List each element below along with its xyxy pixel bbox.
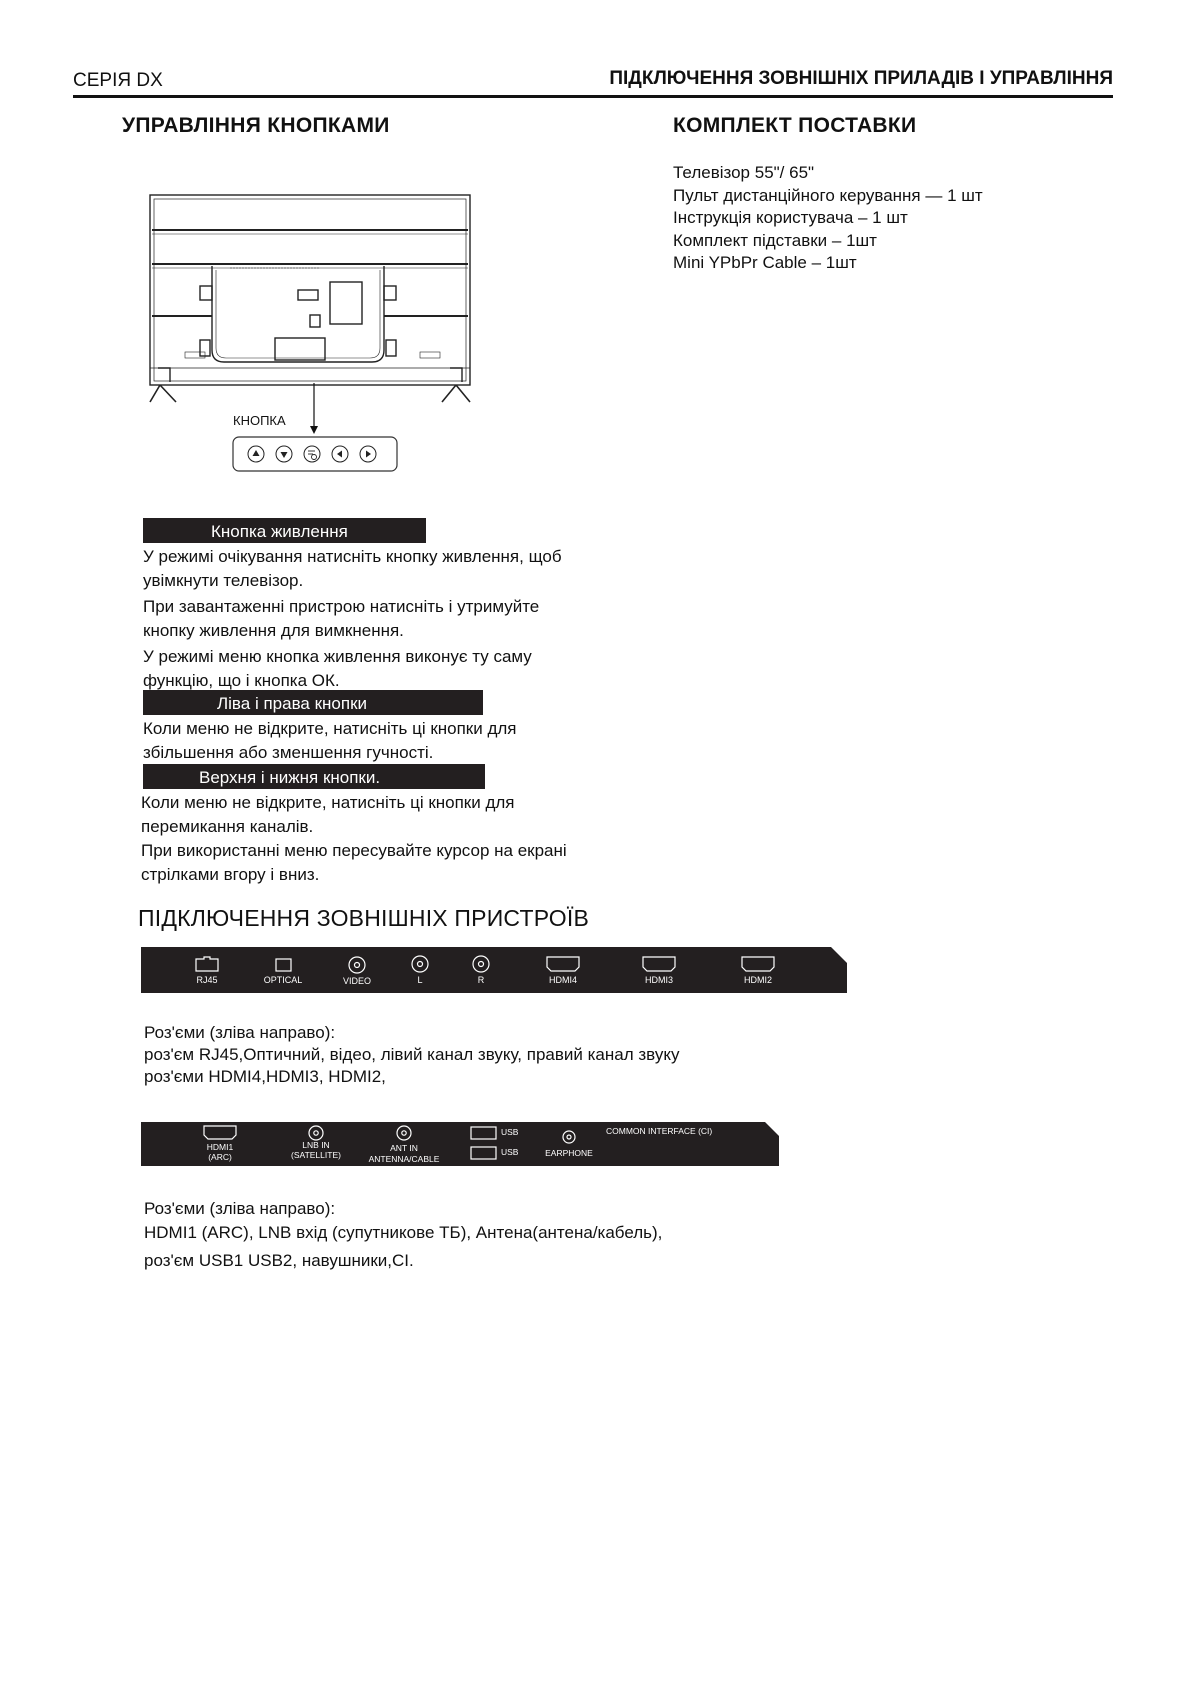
port-label: HDMI4 (548, 975, 578, 985)
left-right-heading (143, 690, 483, 715)
port-label: OPTICAL (263, 975, 303, 985)
button-panel (232, 436, 400, 474)
port-label: HDMI3 (644, 975, 674, 985)
power-heading-text: Кнопка живлення (211, 522, 348, 541)
power-button-heading (143, 518, 426, 543)
text-line: збільшення або зменшення гучності. (143, 743, 434, 762)
kit-item: Пульт дистанційного керування — 1 шт (673, 185, 983, 205)
port-label: ANT IN (390, 1143, 418, 1153)
panel2-description (144, 1198, 662, 1272)
port-panel-bottom (141, 1122, 779, 1166)
kit-item: Mini YPbPr Cable – 1шт (673, 253, 857, 272)
port-panel-side (141, 947, 847, 993)
port-label: RJ45 (196, 975, 218, 985)
text-line: роз'єм RJ45,Оптичний, відео, лівий канал звуку, правий канал звуку (144, 1045, 680, 1064)
button-label: КНОПКА (233, 413, 286, 428)
text-line: роз'єм USB1 USB2, навушники,CI. (144, 1251, 414, 1270)
left-right-heading-text: Ліва і права кнопки (217, 694, 368, 713)
text-line: функцію, що і кнопка ОК. (143, 671, 340, 690)
up-down-heading-text: Верхня і нижня кнопки. (199, 768, 381, 787)
port-label: VIDEO (342, 976, 372, 986)
port-label: R (477, 975, 485, 985)
kit-item: Комплект підставки – 1шт (673, 230, 877, 250)
text-line: Роз'єми (зліва направо): (144, 1199, 336, 1218)
buttons-section-title: УПРАВЛІННЯ КНОПКАМИ (122, 114, 390, 137)
text-line: HDMI1 (ARC), LNB вхід (супутникове ТБ), Антена(антена/кабель), (144, 1223, 663, 1242)
port-label: EARPHONE (545, 1148, 593, 1158)
port-label: USB (501, 1127, 519, 1137)
text-line: увімкнути телевізор. (143, 571, 304, 590)
port-label: L (417, 975, 423, 985)
text-line: Коли меню не відкрите, натисніть ці кнопки для (143, 719, 517, 738)
kit-item: Телевізор 55"/ 65" (673, 163, 815, 182)
text-line: Роз'єми (зліва направо): (144, 1023, 336, 1042)
text-line: Коли меню не відкрите, натисніть ці кнопки для (141, 793, 515, 812)
port-label: (SATELLITE) (291, 1150, 341, 1160)
section-header: ПІДКЛЮЧЕННЯ ЗОВНІШНІХ ПРИЛАДІВ І УПРАВЛІННЯ (609, 68, 1113, 89)
header-divider (73, 95, 1113, 98)
port-label: HDMI1 (206, 1142, 234, 1152)
left-right-text (143, 717, 517, 765)
text-line: У режимі очікування натисніть кнопку живлення, щоб (143, 547, 562, 566)
text-line: перемикання каналів. (141, 817, 314, 836)
power-button-text (143, 545, 562, 693)
port-label: ANTENNA/CABLE (368, 1154, 440, 1164)
port-label: COMMON INTERFACE (CI) (606, 1126, 713, 1136)
text-line: При завантаженні пристрою натисніть і утримуйте (143, 597, 540, 616)
panel1-description (144, 1022, 679, 1088)
series-label: СЕРІЯ DX (73, 70, 163, 91)
text-line: У режимі меню кнопка живлення виконує ту саму (143, 647, 532, 666)
up-down-heading (143, 764, 485, 789)
port-label: HDMI2 (743, 975, 773, 985)
text-line: стрілками вгору і вниз. (141, 865, 320, 884)
kit-list (673, 162, 983, 275)
kit-item: Інструкція користувача – 1 шт (673, 208, 908, 227)
connections-title: ПІДКЛЮЧЕННЯ ЗОВНІШНІХ ПРИСТРОЇВ (138, 905, 589, 931)
text-line: роз'єми HDMI4,HDMI3, HDMI2, (144, 1067, 386, 1086)
kit-section-title: КОМПЛЕКТ ПОСТАВКИ (673, 114, 917, 137)
up-down-text (141, 791, 567, 887)
port-label: (ARC) (208, 1152, 232, 1162)
port-label: USB (501, 1147, 519, 1157)
text-line: кнопку живлення для вимкнення. (143, 621, 404, 640)
port-label: LNB IN (302, 1140, 330, 1150)
text-line: При використанні меню пересувайте курсор на екрані (141, 841, 567, 860)
